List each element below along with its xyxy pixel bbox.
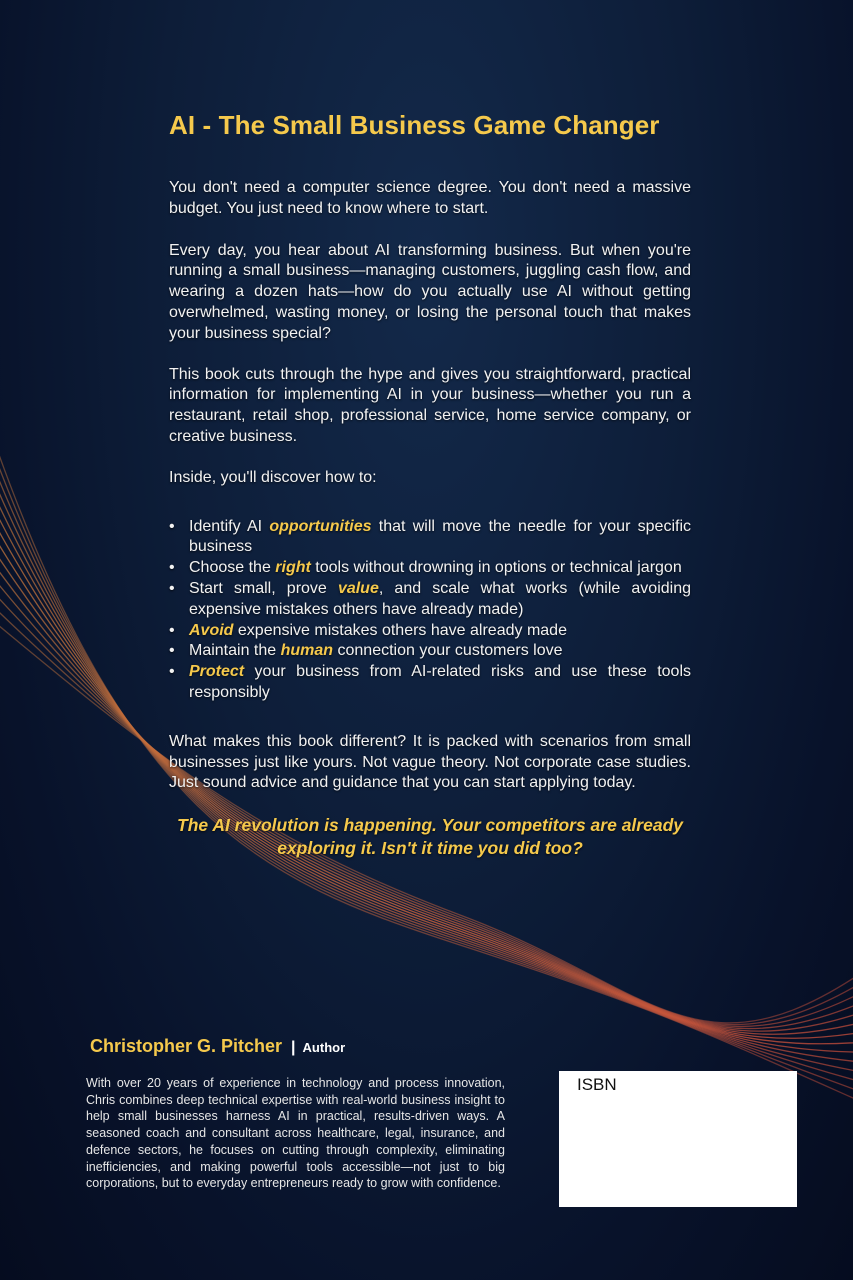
benefit-highlight: Avoid bbox=[189, 621, 234, 639]
book-title: AI - The Small Business Game Changer bbox=[169, 110, 660, 140]
intro-paragraph: You don't need a computer science degree. You don't need a massive budget. You just need to know where to start. bbox=[169, 179, 691, 217]
author-heading bbox=[90, 1036, 345, 1060]
benefit-list bbox=[169, 517, 691, 704]
isbn-barcode-box bbox=[559, 1071, 797, 1207]
back-cover-text bbox=[169, 108, 691, 860]
benefit-item: • Protect your business from AI-related risks and use these tools responsibly bbox=[189, 662, 691, 704]
tagline: The AI revolution is happening. Your competitors are already exploring it. Isn't it time you did too? bbox=[177, 815, 683, 859]
purpose-paragraph: This book cuts through the hype and gives you straightforward, practical information for implementing AI in your business—whether you run a restaurant, retail shop, professional service, home service company, or creative business. bbox=[169, 365, 691, 445]
benefit-item: • Choose the right tools without drowning in options or technical jargon bbox=[189, 558, 691, 579]
benefit-highlight: human bbox=[280, 642, 334, 660]
benefit-item: • Avoid expensive mistakes others have already made bbox=[189, 621, 691, 642]
discover-heading: Inside, you'll discover how to: bbox=[169, 468, 377, 486]
problem-paragraph: Every day, you hear about AI transforming business. But when you're running a small business—managing customers, juggling cash flow, and wearing a dozen hats—how do you actually use AI without getting overwhelmed, wasting money, or losing the personal touch that makes your business special? bbox=[169, 241, 691, 342]
benefit-highlight: value bbox=[337, 579, 379, 597]
benefit-item: • Start small, prove value, and scale what works (while avoiding expensive mistakes others have already made) bbox=[189, 579, 691, 621]
benefit-item: • Identify AI opportunities that will move the needle for your specific business bbox=[189, 517, 691, 559]
author-role: Author bbox=[302, 1040, 346, 1055]
author-name: Christopher G. Pitcher bbox=[90, 1036, 283, 1056]
author-bio: With over 20 years of experience in technology and process innovation, Chris combines deep technical expertise with real-world business insight to help small businesses harness AI in practical, results-driven ways. A seasoned coach and consultant across healthcare, legal, insurance, and defence sectors, he focuses on cutting through complexity, eliminating inefficiencies, and making powerful tools accessible—not just to big corporations, but to everyday entrepreneurs ready to grow with confidence. bbox=[86, 1076, 505, 1191]
benefit-item: • Maintain the human connection your customers love bbox=[189, 641, 691, 662]
isbn-label: ISBN bbox=[577, 1075, 617, 1094]
benefit-highlight: right bbox=[275, 559, 311, 577]
difference-paragraph: What makes this book different? It is packed with scenarios from small businesses just like yours. Not vague theory. Not corporate case studies. Just sound advice and guidance that you can start applying today. bbox=[169, 732, 691, 792]
benefit-highlight: opportunities bbox=[269, 517, 372, 535]
author-separator: | bbox=[291, 1039, 296, 1056]
benefit-highlight: Protect bbox=[189, 663, 245, 681]
